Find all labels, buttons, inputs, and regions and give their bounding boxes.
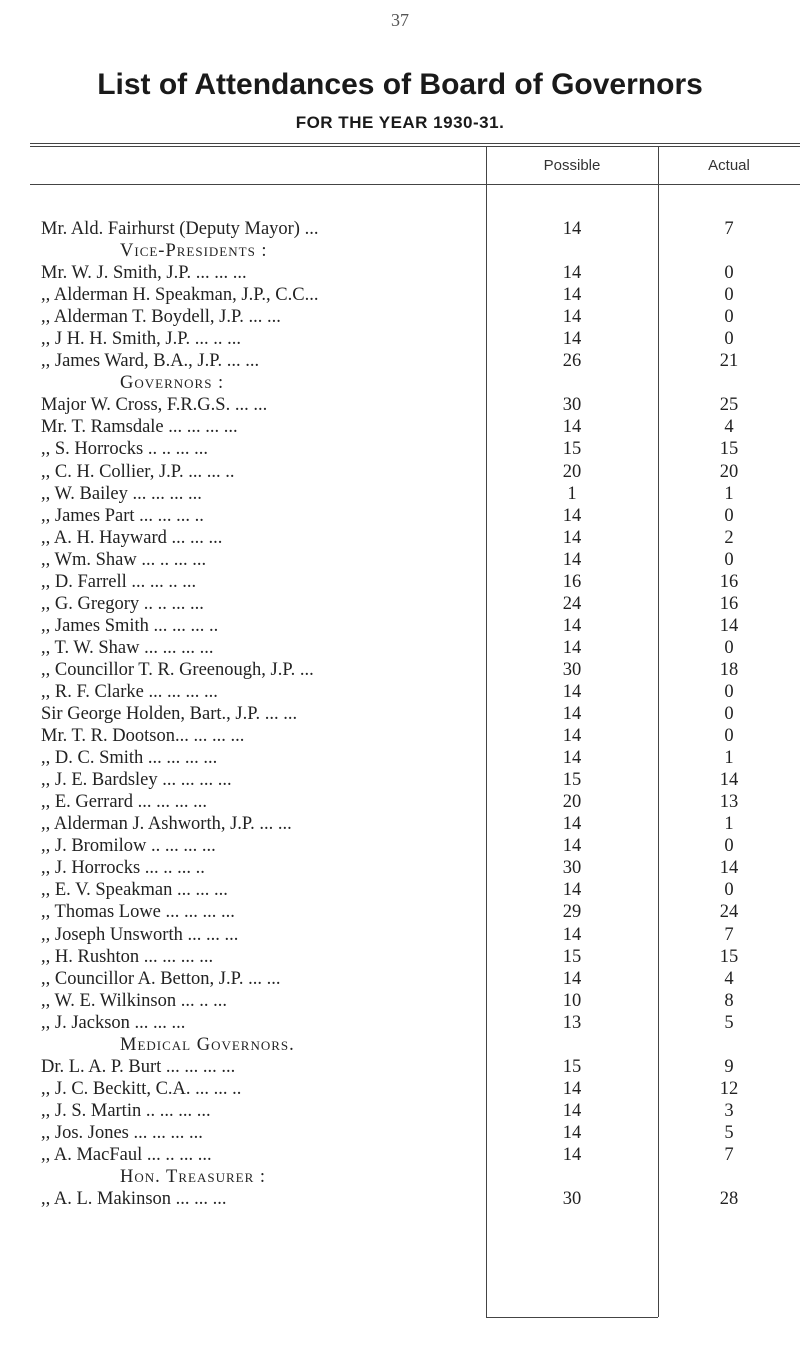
actual-count: 18 [719,659,739,680]
possible-count: 14 [562,549,582,570]
possible-count: 14 [562,329,582,350]
governor-name: ,, J. Bromilow .. ... ... ... [41,836,216,857]
possible-count: 29 [562,902,582,923]
governor-name: ,, J. Jackson ... ... ... [41,1012,186,1033]
table-row [0,1078,800,1100]
table-row [0,306,800,328]
possible-count: 15 [562,770,582,791]
table-row [0,284,800,306]
possible-count: 14 [562,704,582,725]
possible-count: 30 [562,858,582,879]
possible-count: 14 [562,615,582,636]
possible-count: 16 [562,571,582,592]
actual-count: 7 [724,1144,734,1165]
table-row [0,946,800,968]
table-row [0,1122,800,1144]
possible-count: 14 [562,968,582,989]
actual-count: 28 [719,1189,739,1210]
possible-count: 14 [562,726,582,747]
governor-name: ,, H. Rushton ... ... ... ... [41,946,214,967]
governor-name: ,, E. Gerrard ... ... ... ... [41,792,207,813]
governor-name: ,, Alderman T. Boydell, J.P. ... ... [41,307,281,328]
actual-count: 0 [724,681,734,702]
actual-count: 5 [724,1012,734,1033]
possible-count: 14 [562,1078,582,1099]
governor-name: ,, James Part ... ... ... .. [41,505,204,526]
governor-name: ,, J. S. Martin .. ... ... ... [41,1100,211,1121]
governor-name: ,, Joseph Unsworth ... ... ... [41,924,239,945]
table-row [0,593,800,615]
actual-count: 16 [719,571,739,592]
possible-count: 14 [562,219,582,239]
table-row [0,505,800,527]
governor-name: ,, A. L. Makinson ... ... ... [41,1189,227,1210]
table-row [0,483,800,505]
attendance-table-body [0,218,800,1210]
governor-name: Mr. T. Ramsdale ... ... ... ... [41,417,238,438]
actual-count: 2 [724,527,734,548]
possible-count: 15 [562,439,582,460]
governor-name: ,, D. Farrell ... ... .. ... [41,571,197,592]
governor-name: Mr. W. J. Smith, J.P. ... ... ... [41,263,247,284]
table-row [0,438,800,460]
governor-name: ,, W. Bailey ... ... ... ... [41,483,202,504]
actual-count: 0 [724,505,734,526]
governor-name: ,, D. C. Smith ... ... ... ... [41,748,218,769]
actual-count: 1 [724,814,734,835]
possible-count: 20 [562,792,582,813]
table-top-rule-inner [30,146,800,147]
possible-count: 14 [562,1100,582,1121]
governor-name: ,, J. E. Bardsley ... ... ... ... [41,770,232,791]
possible-count: 14 [562,814,582,835]
possible-count: 14 [562,924,582,945]
governor-name: Mr. T. R. Dootson... ... ... ... [41,726,245,747]
actual-count: 0 [724,307,734,328]
table-row [0,527,800,549]
table-row [0,901,800,923]
actual-count: 0 [724,263,734,284]
actual-count: 1 [724,748,734,769]
possible-count: 26 [562,351,582,372]
table-row [0,703,800,725]
table-row [0,659,800,681]
actual-count: 25 [719,395,739,416]
possible-count: 24 [562,593,582,614]
table-row [0,615,800,637]
table-row [0,968,800,990]
possible-count: 14 [562,1144,582,1165]
governor-name: ,, J. Horrocks ... .. ... .. [41,858,205,879]
governor-name: ,, A. MacFaul ... .. ... ... [41,1144,212,1165]
possible-count: 14 [562,1122,582,1143]
table-row [0,1056,800,1078]
actual-count: 15 [719,439,739,460]
governor-name: ,, W. E. Wilkinson ... .. ... [41,990,227,1011]
governor-name: ,, R. F. Clarke ... ... ... ... [41,681,218,702]
governor-name: ,, Jos. Jones ... ... ... ... [41,1122,203,1143]
possible-count: 30 [562,395,582,416]
actual-count: 16 [719,593,739,614]
section-heading: Vice-Presidents : [120,241,268,262]
governor-name: ,, A. H. Hayward ... ... ... [41,527,223,548]
governor-name: ,, J H. H. Smith, J.P. ... .. ... [41,329,241,350]
section-heading: Medical Governors. [120,1034,295,1055]
actual-count: 0 [724,637,734,658]
actual-count: 14 [719,615,739,636]
actual-count: 21 [719,351,739,372]
table-row [0,990,800,1012]
table-row [0,879,800,901]
table-row [0,394,800,416]
governor-name: ,, T. W. Shaw ... ... ... ... [41,637,214,658]
actual-count: 0 [724,726,734,747]
table-row [0,835,800,857]
possible-count: 14 [562,527,582,548]
possible-count: 15 [562,946,582,967]
actual-count: 20 [719,461,739,482]
governor-name: Mr. Ald. Fairhurst (Deputy Mayor) ... [41,219,319,239]
governor-name: ,, S. Horrocks .. .. ... ... [41,439,209,460]
possible-count: 14 [562,263,582,284]
possible-count: 10 [562,990,582,1011]
possible-count: 30 [562,659,582,680]
governor-name: ,, James Smith ... ... ... .. [41,615,219,636]
section-heading: Governors : [120,373,225,394]
table-row [0,1100,800,1122]
section-heading-row [0,240,800,262]
possible-count: 15 [562,1056,582,1077]
actual-count: 3 [724,1100,734,1121]
actual-count: 0 [724,704,734,725]
possible-count: 14 [562,748,582,769]
possible-count: 14 [562,307,582,328]
possible-count: 14 [562,880,582,901]
table-row [0,262,800,284]
table-row [0,350,800,372]
governor-name: Sir George Holden, Bart., J.P. ... ... [41,704,298,725]
table-row [0,747,800,769]
actual-count: 0 [724,329,734,350]
actual-count: 4 [724,968,734,989]
possible-count: 13 [562,1012,582,1033]
actual-count: 8 [724,990,734,1011]
table-bottom-rule [486,1317,658,1318]
section-heading-row [0,372,800,394]
governor-name: ,, Alderman H. Speakman, J.P., C.C... [41,285,319,306]
actual-count: 13 [719,792,739,813]
governor-name: ,, Councillor A. Betton, J.P. ... ... [41,968,281,989]
actual-count: 14 [719,858,739,879]
actual-count: 1 [724,483,734,504]
actual-count: 0 [724,285,734,306]
page-title: List of Attendances of Board of Governors [97,68,703,101]
actual-count: 7 [724,219,734,239]
table-row [0,681,800,703]
section-heading-row [0,1166,800,1188]
table-row [0,571,800,593]
governor-name: Major W. Cross, F.R.G.S. ... ... [41,395,268,416]
page-subtitle: FOR THE YEAR 1930-31. [295,113,505,132]
column-header-actual: Actual [708,157,750,174]
table-row [0,857,800,879]
table-row [0,1188,800,1210]
governor-name: ,, Wm. Shaw ... .. ... ... [41,549,207,570]
column-header-possible: Possible [543,157,601,174]
governor-name: Dr. L. A. P. Burt ... ... ... ... [41,1056,236,1077]
possible-count: 14 [562,681,582,702]
possible-count: 30 [562,1189,582,1210]
actual-count: 7 [724,924,734,945]
possible-count: 1 [567,483,577,504]
actual-count: 12 [719,1078,739,1099]
possible-count: 14 [562,836,582,857]
table-row [0,813,800,835]
table-row [0,549,800,571]
table-top-rule [30,143,800,144]
table-row [0,769,800,791]
governor-name: ,, C. H. Collier, J.P. ... ... .. [41,461,235,482]
actual-count: 15 [719,946,739,967]
section-heading: Hon. Treasurer : [120,1167,267,1188]
actual-count: 9 [724,1056,734,1077]
possible-count: 14 [562,285,582,306]
possible-count: 14 [562,417,582,438]
table-row [0,218,800,240]
table-row [0,924,800,946]
table-row [0,416,800,438]
table-header-rule [30,184,800,185]
governor-name: ,, Councillor T. R. Greenough, J.P. ... [41,659,314,680]
table-row [0,725,800,747]
table-row [0,1012,800,1034]
table-row [0,637,800,659]
possible-count: 14 [562,637,582,658]
possible-count: 14 [562,505,582,526]
table-row [0,328,800,350]
actual-count: 14 [719,770,739,791]
governor-name: ,, J. C. Beckitt, C.A. ... ... .. [41,1078,242,1099]
actual-count: 0 [724,549,734,570]
section-heading-row [0,1034,800,1056]
governor-name: ,, E. V. Speakman ... ... ... [41,880,228,901]
actual-count: 4 [724,417,734,438]
governor-name: ,, G. Gregory .. .. ... ... [41,593,204,614]
governor-name: ,, Thomas Lowe ... ... ... ... [41,902,235,923]
actual-count: 24 [719,902,739,923]
page-number: 37 [391,10,409,30]
governor-name: ,, Alderman J. Ashworth, J.P. ... ... [41,814,292,835]
actual-count: 0 [724,836,734,857]
table-row [0,461,800,483]
governor-name: ,, James Ward, B.A., J.P. ... ... [41,351,260,372]
actual-count: 5 [724,1122,734,1143]
possible-count: 20 [562,461,582,482]
actual-count: 0 [724,880,734,901]
table-row [0,791,800,813]
table-row [0,1144,800,1166]
